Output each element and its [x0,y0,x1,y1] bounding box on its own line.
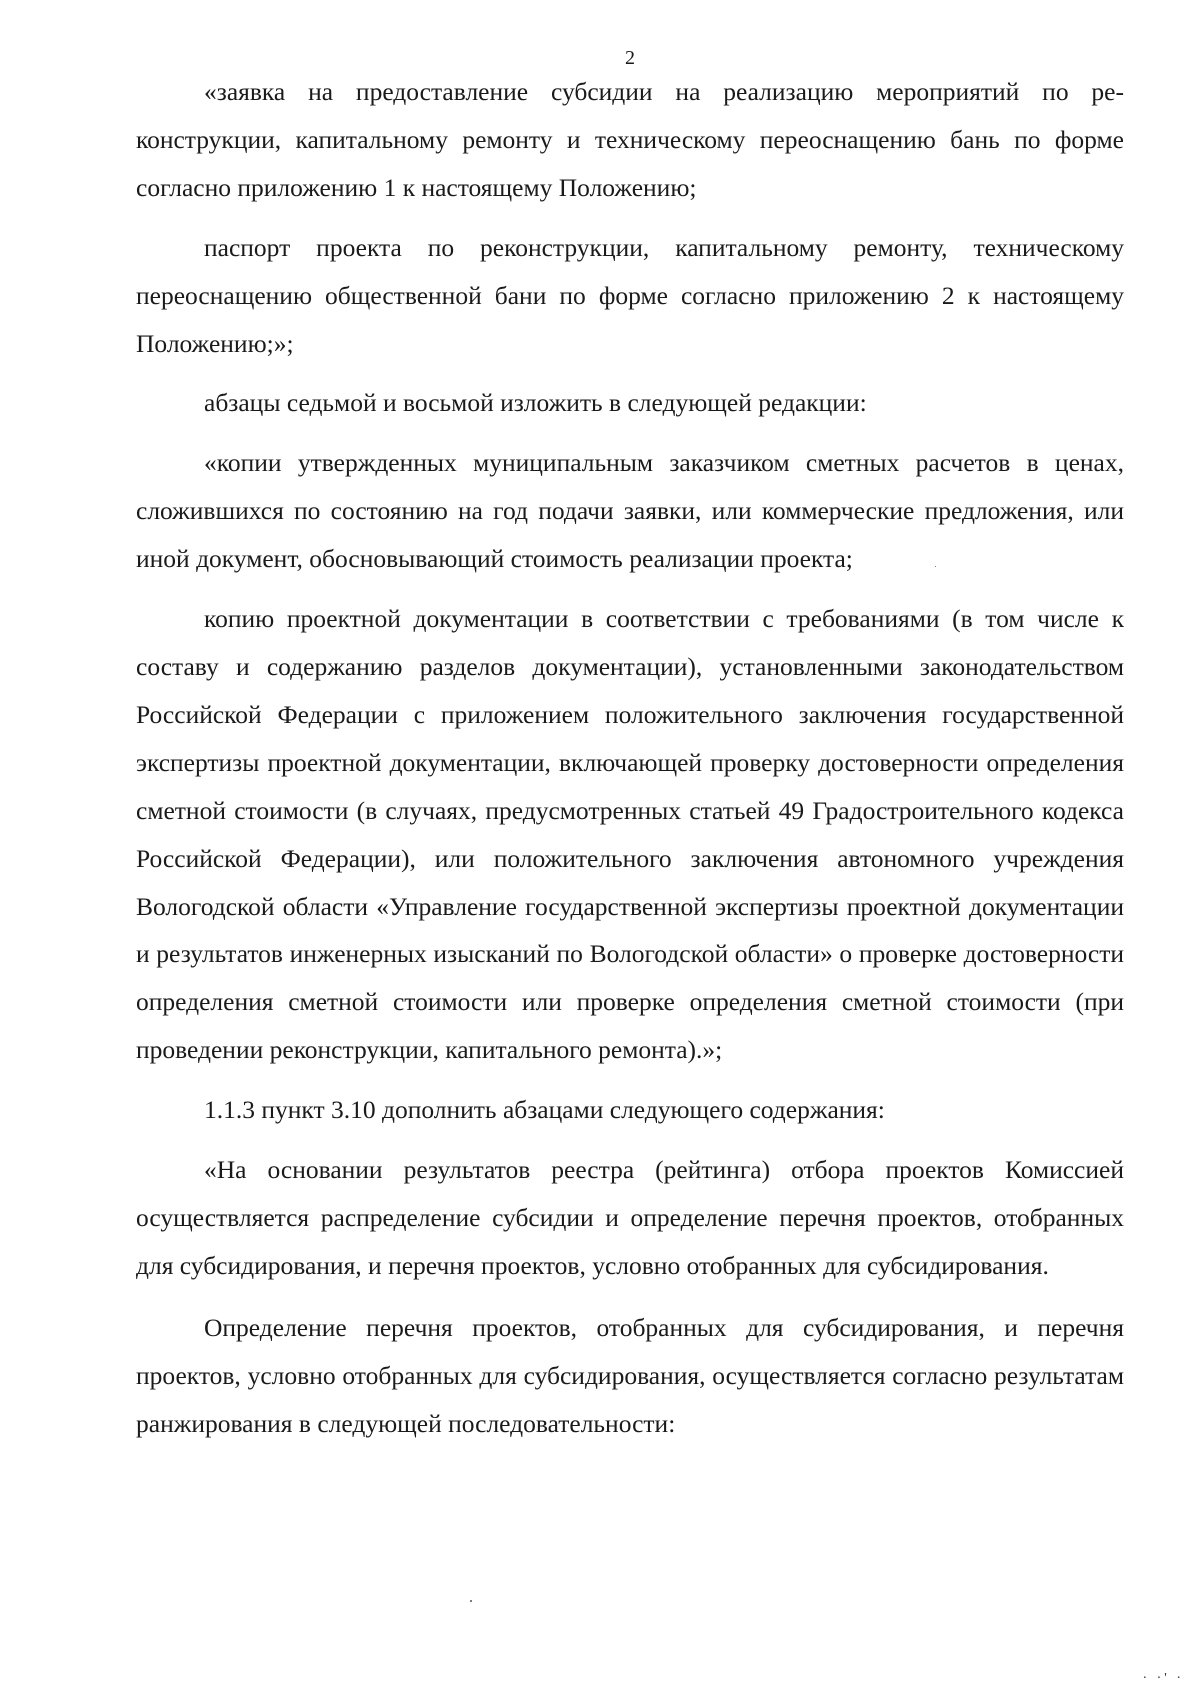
page-number: 2 [625,47,635,69]
paragraph-clause-1-1-3: 1.1.3 пункт 3.10 дополнить абзацами следующего содержания: [204,1095,885,1125]
paragraph-amendment-instruction: абзацы седьмой и восьмой изложить в следующей редакции: [204,388,867,418]
paragraph-project-documentation: копию проектной документации в соответствии с требованиями (в том числе к составу и содержанию разделов документации), установленными законодательством Российской Федерации с приложением положительного заключения государственной экспертизы проектной документации, включающей проверку достоверности определения сметной стоимости (в случаях, предусмотренных статьей 49 Градостроительного кодекса Российской Федерации), или положительного заключения автономного учреждения Вологодской области «Управление государственной экспертизы проектной документации и результатов инженерных изысканий по Вологодской области» о проверке достоверности определения сметной стоимости или проверке определения сметной стоимости (при проведении реконструкции, капитального ремонта).»; [136,604,1124,1065]
paragraph-estimate-copies: «копии утвержденных муниципальным заказчиком сметных расчетов в ценах, сложившихся по состоянию на год подачи заявки, или коммерческие предложения, или иной документ, обосновывающий стоимость реализации проекта; [136,448,1124,574]
paragraph-subsidy-distribution: «На основании результатов реестра (рейтинга) отбора проектов Комиссией осуществляется распределение субсидии и определение перечня проектов, отобранных для субсидирования, и перечня проектов, условно отобранных для субсидирования. [136,1155,1124,1280]
scan-edge-mark: · ·' · [1142,1671,1184,1686]
scan-speck [470,1600,472,1602]
paragraph-project-passport: паспорт проекта по реконструкции, капитальному ремонту, техническому переоснащению общественной бани по форме согласно приложению 2 к настоящему Положению;»; [136,232,1124,358]
paragraph-ranking-order: Определение перечня проектов, отобранных для субсидирования, и перечня проектов, условно отобранных для субсидирования, осуществляется согласно результатам ранжирования в следующей последовательности: [136,1312,1124,1438]
scan-speck [935,566,936,567]
document-body [136,68,1124,1447]
paragraph-application-form: «заявка на предоставление субсидии на реализацию мероприятий по реконструкции, капитальному ремонту и техническому переоснащению бань по форме согласно приложению 1 к настоящему Положению; [136,77,1124,202]
